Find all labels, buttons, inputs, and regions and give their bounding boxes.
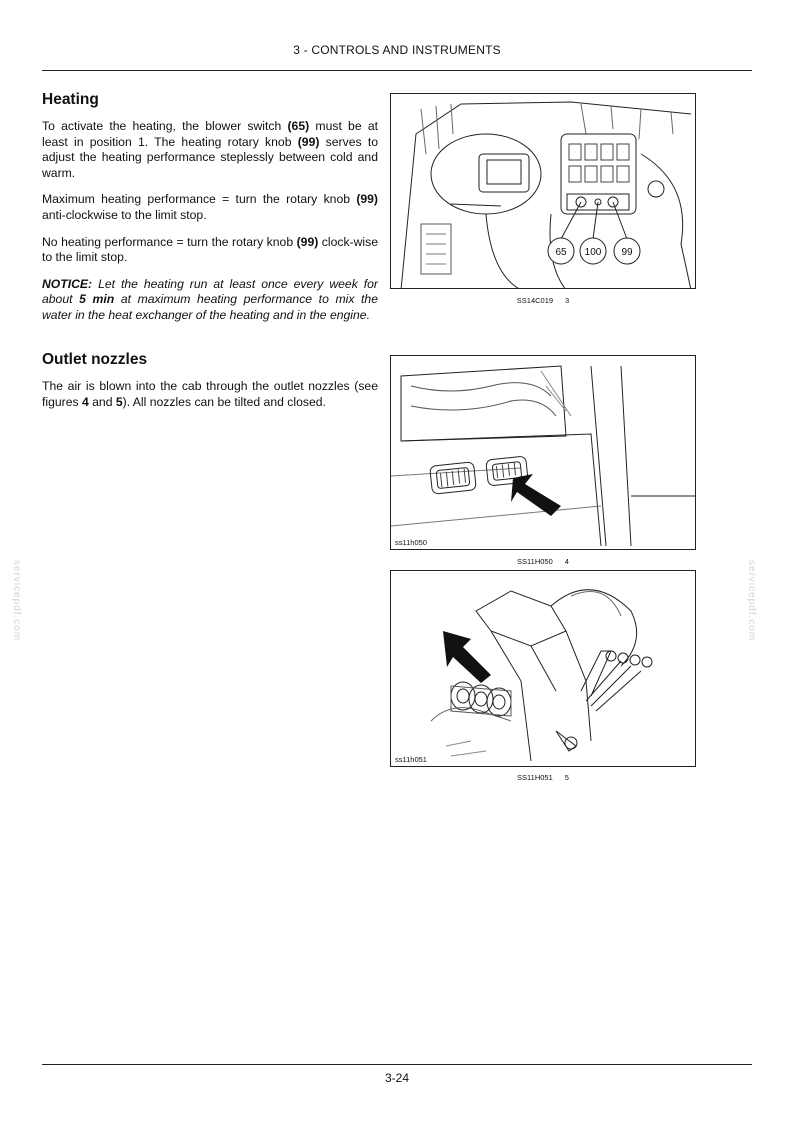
figure-4-code: ss11h050 (395, 538, 427, 547)
callout-65: 65 (555, 247, 567, 258)
page-header-title: 3 - CONTROLS AND INSTRUMENTS (293, 43, 501, 57)
callout-99: 99 (621, 247, 633, 258)
figure-5-console-nozzles (390, 570, 696, 767)
figure-4-outlet-nozzles (390, 355, 696, 550)
heating-paragraph-1: To activate the heating, the blower switch (65) must be at least in position 1. The heating rotary knob (99) serves to adjust the heating performance steplessly between cold and warm. (42, 119, 379, 180)
dashboard-illustration (391, 94, 696, 289)
figure-4-caption: SS11H050 4 (517, 557, 569, 566)
heating-notice: NOTICE: Let the heating run at least once every week for about 5 min at maximum heating performance to mix the water in the heat exchanger of the heating and in the engine. (42, 276, 378, 322)
console-illustration (391, 571, 696, 767)
watermark-left: servicepdf.com (11, 560, 22, 642)
page-number: 3-24 (384, 1071, 410, 1085)
outlet-paragraph: The air is blown into the cab through the outlet nozzles (see figures 4 and 5). All nozzles can be tilted and closed. (42, 379, 378, 409)
watermark-right: servicepdf.com (746, 560, 757, 642)
header-rule (42, 70, 752, 71)
arrow-icon (443, 631, 491, 683)
figure-3-dashboard-controls (390, 93, 696, 289)
heating-section (42, 91, 378, 335)
figure-5-code: ss11h051 (395, 755, 427, 764)
figure-5-caption: SS11H051 5 (517, 773, 569, 782)
outlet-heading: Outlet nozzles (42, 351, 148, 368)
nozzle-panel-illustration (391, 356, 696, 550)
figure-3-caption: SS14C019 3 (516, 296, 570, 305)
callout-100: 100 (584, 247, 602, 258)
outlet-section (42, 351, 378, 421)
footer-rule (42, 1064, 752, 1065)
heating-paragraph-2: Maximum heating performance = turn the rotary knob (99) anti-clockwise to the limit stop. (42, 192, 378, 222)
heating-paragraph-3: No heating performance = turn the rotary knob (99) clock-wise to the limit stop. (42, 234, 379, 265)
arrow-icon (511, 474, 561, 516)
heating-heading: Heating (42, 91, 99, 108)
